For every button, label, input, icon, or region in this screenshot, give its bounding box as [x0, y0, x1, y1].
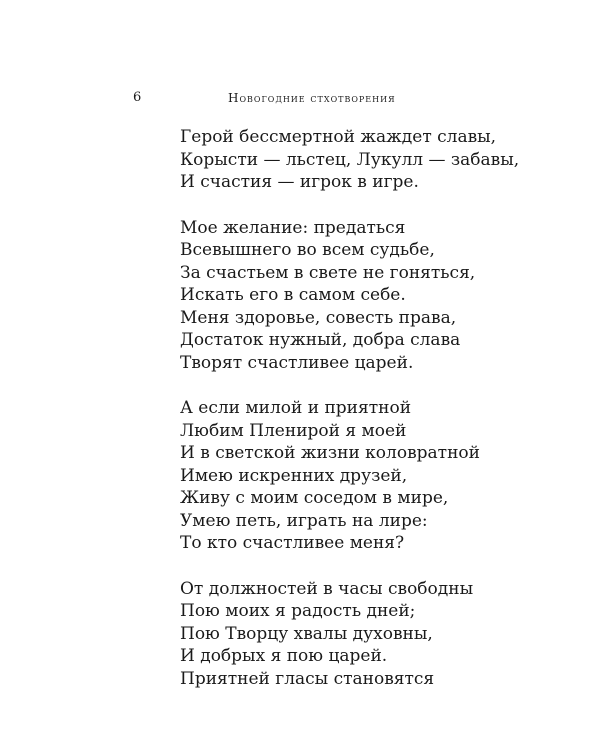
poem-line: Меня здоровье, совесть права,	[180, 307, 457, 328]
stanza-2	[180, 217, 580, 375]
poem-line: Умею петь, играть на лире:	[180, 510, 428, 531]
poem-line: Достаток нужный, добра слава	[180, 330, 461, 350]
poem-line: Мое желание: предаться	[180, 217, 406, 238]
poem-line: Пою моих я радость дней;	[180, 601, 416, 621]
poem-line: Творят счастливее царей.	[180, 352, 414, 373]
poem-line: Любим Пленирой я моей	[180, 420, 407, 441]
poem-line: От должностей в часы свободны	[180, 578, 474, 599]
poem-line: И счастия — игрок в игре.	[180, 172, 419, 192]
poem-line: Пою Творцу хвалы духовны,	[180, 623, 433, 644]
page-number: 6	[133, 90, 142, 105]
poem-line: И добрых я пою царей.	[180, 646, 388, 666]
stanza-4	[180, 578, 580, 691]
poem-line: Имею искренних друзей,	[180, 465, 408, 486]
poem-line: И в светской жизни коловратной	[180, 443, 480, 463]
poem-line: За счастьем в свете не гоняться,	[180, 262, 476, 283]
running-title: новогодние стхотворения	[228, 91, 396, 105]
poem-body	[180, 126, 580, 713]
stanza-3	[180, 397, 580, 555]
poem-line: Герой бессмертной жаждет славы,	[180, 127, 497, 147]
poem-line: Искать его в самом себе.	[180, 285, 406, 305]
poem-line: Приятней гласы становятся	[180, 668, 435, 689]
poem-line: Всевышнего во всем судьбе,	[180, 240, 435, 260]
poem-line: Живу с моим соседом в мире,	[180, 488, 449, 508]
poem-line: Корысти — льстец, Лукулл — забавы,	[180, 149, 520, 170]
page-header	[0, 88, 600, 108]
stanza-1	[180, 126, 580, 194]
poem-line: То кто счастливее меня?	[180, 533, 405, 553]
poem-line: А если милой и приятной	[180, 398, 412, 418]
